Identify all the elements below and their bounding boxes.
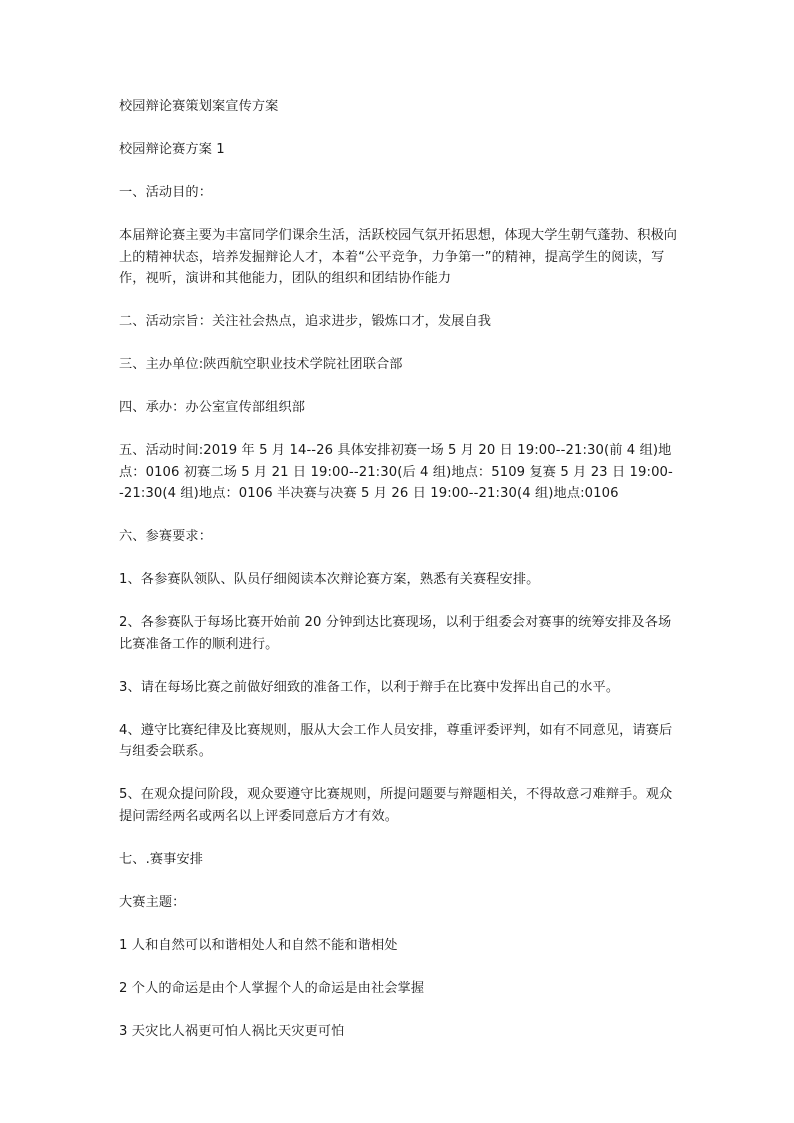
purpose-paragraph: 本届辩论赛主要为丰富同学们课余生活，活跃校园气氛开拓思想，体现大学生朝气蓬勃、积极向上的精神状态，培养发掘辩论人才，本着“公平竞争，力争第一”的精神，提高学生的阅读，写作，视听，演讲和其他能力，团队的组织和团结协作能力: [119, 228, 678, 286]
theme-item: 2 个人的命运是由个人掌握个人的命运是由社会掌握: [119, 980, 425, 996]
requirement-item: 2、各参赛队于每场比赛开始前 20 分钟到达比赛现场，以利于组委会对赛事的统筹安排及各场比赛准备工作的顺利进行。: [119, 615, 672, 652]
requirements-heading: 六、参赛要求：: [119, 529, 213, 544]
aim-paragraph: 二、活动宗旨：关注社会热点，追求进步，锻炼口才，发展自我: [119, 314, 492, 329]
theme-heading: 大赛主题：: [119, 894, 186, 910]
theme-item: 1 人和自然可以和谐相处人和自然不能和谐相处: [119, 937, 398, 953]
requirement-item: 1、各参赛队领队、队员仔细阅读本次辩论赛方案，熟悉有关赛程安排。: [119, 572, 540, 587]
requirement-item: 3、请在每场比赛之前做好细致的准备工作，以利于辩手在比赛中发挥出自己的水平。: [119, 679, 620, 695]
document-page: [119, 96, 679, 1042]
document-title: 校园辩论赛策划案宣传方案: [119, 99, 279, 114]
theme-item: 3 天灾比人祸更可怕人祸比天灾更可怕: [119, 1023, 345, 1039]
host-paragraph: 三、主办单位:陕西航空职业技术学院社团联合部: [119, 357, 403, 372]
document-subtitle: 校园辩论赛方案 1: [119, 142, 225, 157]
requirement-item: 5、在观众提问阶段，观众要遵守比赛规则，所提问题要与辩题相关，不得故意刁难辩手。观众提问需经两名或两名以上评委同意后方才有效。: [119, 787, 673, 824]
schedule-paragraph: 五、活动时间:2019 年 5 月 14--26 具体安排初赛一场 5 月 20 日 19:00--21:30(前 4 组)地点：0106 初赛二场 5 月 21 日 19:00--21:30(后 4 组)地点：5109 复赛 5 月 23 日 19:00--21:30(4 组)地点：0106 半决赛与决赛 5 月 26 日 19:00--21:30(4 组)地点:0106: [119, 443, 673, 501]
organizer-paragraph: 四、承办：办公室宣传部组织部: [119, 400, 306, 415]
requirement-item: 4、遵守比赛纪律及比赛规则，服从大会工作人员安排，尊重评委评判，如有不同意见，请赛后与组委会联系。: [119, 722, 673, 759]
arrangement-heading: 七、.赛事安排: [119, 851, 204, 867]
purpose-heading: 一、活动目的：: [119, 185, 213, 200]
